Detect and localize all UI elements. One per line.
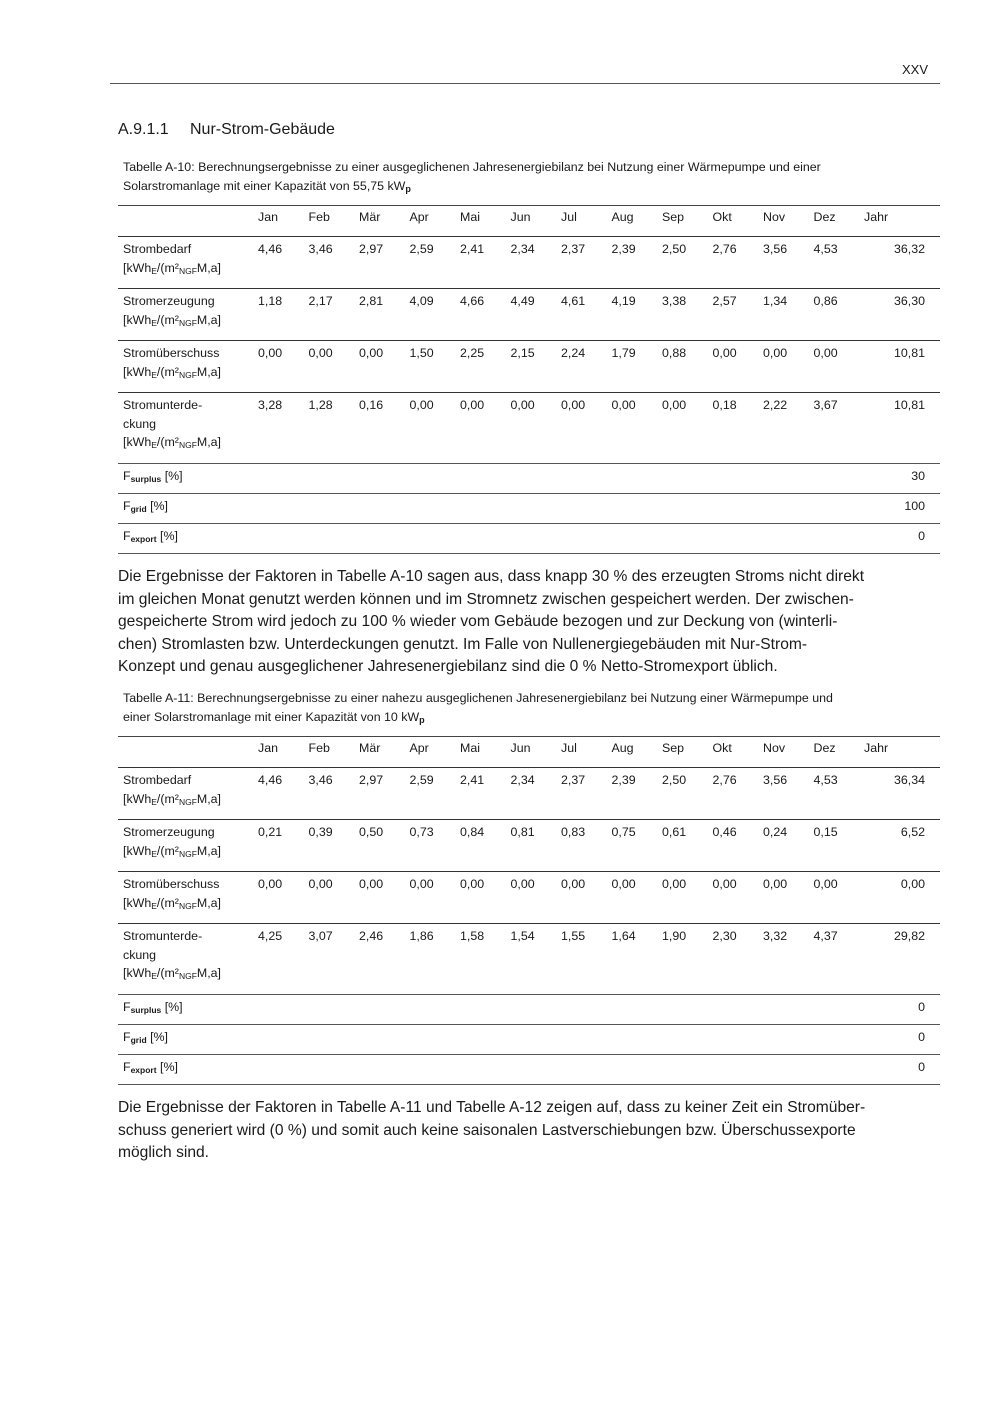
factor-sub: surplus [130, 473, 162, 484]
table-row [118, 237, 940, 289]
month-value: 2,30 [712, 929, 737, 943]
month-value: 0,73 [409, 825, 434, 839]
factor-sub: grid [130, 1034, 147, 1045]
paragraph-line: chen) Stromlasten bzw. Unterdeckungen genutzt. Im Falle von Nullenergiegebäuden mit Nur-Strom- [118, 635, 808, 653]
row-label-text: ckung [123, 416, 157, 431]
caption-line: Tabelle A-11: Berechnungsergebnisse zu einer nahezu ausgeglichenen Jahresenergiebilanz bei Nutzung einer Wärmepumpe und [123, 691, 833, 705]
column-header: Jun [510, 210, 531, 224]
month-value: 0,00 [409, 877, 434, 891]
column-header: Okt [712, 210, 732, 224]
unit-sub: NGF [178, 971, 197, 981]
month-value: 0,00 [510, 398, 535, 412]
month-value: 0,00 [763, 346, 788, 360]
month-value: 1,18 [258, 294, 283, 308]
unit-sub: NGF [178, 369, 197, 380]
month-value: 4,19 [611, 294, 636, 308]
row-label [118, 393, 255, 464]
column-header: Mai [460, 210, 480, 224]
header-rule [110, 83, 940, 84]
paragraph-line: gespeicherte Strom wird jedoch zu 100 % wieder vom Gebäude bezogen und zur Deckung von (winterli- [118, 613, 838, 631]
column-header: Mai [460, 741, 480, 755]
paragraph-line: im gleichen Monat genutzt werden können und im Stromnetz zwischen gespeichert werden. Der zwischen- [118, 590, 854, 608]
month-value: 3,38 [662, 294, 687, 308]
column-header: Feb [308, 741, 330, 755]
month-value: 0,15 [813, 825, 838, 839]
paragraph-line: Die Ergebnisse der Faktoren in Tabelle A-11 und Tabelle A-12 zeigen auf, dass zu keiner Zeit ein Stromüber- [118, 1099, 866, 1116]
unit-sub: E [151, 900, 157, 911]
table-a11 [118, 736, 940, 1085]
month-value: 0,00 [258, 346, 283, 360]
column-header: Jan [258, 741, 278, 755]
month-value: 3,67 [813, 398, 838, 412]
row-label-text: Stromüberschuss [123, 877, 220, 891]
factor-value: 0 [918, 528, 925, 543]
table-caption-a11 [123, 689, 833, 730]
header-empty-cell [118, 737, 255, 768]
month-value: 2,59 [409, 242, 434, 256]
paragraph-line: Die Ergebnisse der Faktoren in Tabelle A-10 sagen aus, dass knapp 30 % des erzeugten Stroms nicht direkt [118, 568, 865, 585]
factor-label: Fsurplus [%] [123, 468, 183, 484]
unit-sub: E [151, 317, 157, 328]
page-number: XXV [901, 62, 928, 77]
month-value: 0,00 [258, 877, 283, 891]
month-value: 3,56 [763, 242, 788, 256]
month-value: 0,00 [561, 877, 586, 891]
row-label-text: Strombedarf [123, 242, 192, 256]
month-value: 2,97 [359, 773, 384, 787]
month-value: 0,00 [409, 398, 434, 412]
month-value: 0,00 [561, 398, 586, 412]
month-value: 0,00 [359, 877, 384, 891]
row-label [118, 820, 255, 872]
column-header: Nov [763, 210, 786, 224]
row-label [118, 341, 255, 393]
factor-sub: surplus [130, 1004, 162, 1015]
unit-sub: NGF [178, 440, 197, 450]
row-unit: [kWhE/(m²NGFM,a] [123, 966, 221, 981]
section-number: A.9.1.1 [118, 121, 169, 138]
factor-value: 0 [918, 1029, 925, 1044]
row-unit: [kWhE/(m²NGFM,a] [123, 260, 221, 276]
month-value: 0,00 [712, 346, 737, 360]
month-value: 0,16 [359, 398, 384, 412]
month-value: 0,24 [763, 825, 788, 839]
month-value: 0,21 [258, 825, 283, 839]
caption-text: Solarstromanlage mit einer Kapazität von 55,75 kW [123, 179, 406, 193]
month-value: 0,00 [611, 398, 636, 412]
month-value: 2,46 [359, 929, 384, 943]
month-value: 2,34 [510, 773, 535, 787]
column-header: Feb [308, 210, 330, 224]
month-value: 0,46 [712, 825, 737, 839]
year-value: 36,32 [893, 242, 925, 256]
month-value: 2,37 [561, 773, 586, 787]
table-row [118, 341, 940, 393]
column-header: Jul [561, 210, 577, 224]
factor-row [118, 1054, 940, 1084]
column-header: Dez [813, 741, 836, 755]
unit-sub: NGF [178, 900, 197, 911]
year-value: 36,34 [893, 773, 925, 787]
month-value: 3,28 [258, 398, 283, 412]
column-header: Nov [763, 741, 786, 755]
year-value: 6,52 [900, 825, 925, 839]
month-value: 0,50 [359, 825, 384, 839]
month-value: 3,46 [308, 773, 333, 787]
table-caption-a10 [123, 158, 821, 199]
caption-line: Tabelle A-10: Berechnungsergebnisse zu einer ausgeglichenen Jahresenergiebilanz bei Nutzung einer Wärmepumpe und einer [123, 160, 821, 174]
month-value: 1,54 [510, 929, 535, 943]
table-row [118, 289, 940, 341]
row-unit: [kWhE/(m²NGFM,a] [123, 435, 221, 450]
month-value: 2,24 [561, 346, 586, 360]
factor-row [118, 463, 940, 493]
row-label-text: ckung [123, 947, 157, 962]
paragraph-line: möglich sind. [118, 1144, 210, 1162]
month-value: 4,49 [510, 294, 535, 308]
column-header: Aug [611, 210, 634, 224]
table-header-row [118, 206, 940, 237]
year-value: 10,81 [893, 398, 925, 412]
table-row [118, 820, 940, 872]
month-value: 0,81 [510, 825, 535, 839]
unit-sub: E [151, 796, 157, 807]
month-value: 2,17 [308, 294, 333, 308]
month-value: 2,37 [561, 242, 586, 256]
month-value: 0,00 [308, 877, 333, 891]
column-header: Jahr [864, 210, 889, 224]
month-value: 0,75 [611, 825, 636, 839]
row-unit: [kWhE/(m²NGFM,a] [123, 895, 221, 911]
factor-sub: export [130, 1064, 157, 1075]
month-value: 2,39 [611, 773, 636, 787]
row-unit: [kWhE/(m²NGFM,a] [123, 791, 221, 807]
month-value: 4,66 [460, 294, 485, 308]
month-value: 2,50 [662, 773, 687, 787]
column-header: Jahr [864, 741, 889, 755]
month-value: 3,56 [763, 773, 788, 787]
month-value: 2,15 [510, 346, 535, 360]
month-value: 4,37 [813, 929, 838, 943]
month-value: 3,07 [308, 929, 333, 943]
column-header: Apr [409, 741, 429, 755]
month-value: 2,22 [763, 398, 788, 412]
month-value: 0,61 [662, 825, 687, 839]
column-header: Sep [662, 741, 685, 755]
row-label-text: Stromunterde- [123, 398, 203, 412]
column-header: Dez [813, 210, 836, 224]
column-header: Jan [258, 210, 278, 224]
month-value: 0,00 [813, 877, 838, 891]
factor-value: 0 [918, 999, 925, 1014]
month-value: 0,00 [611, 877, 636, 891]
factor-row [118, 1024, 940, 1054]
month-value: 0,39 [308, 825, 333, 839]
table-row [118, 768, 940, 820]
month-value: 1,28 [308, 398, 333, 412]
row-label-text: Stromerzeugung [123, 825, 215, 839]
column-header: Jul [561, 741, 577, 755]
month-value: 4,46 [258, 773, 283, 787]
month-value: 1,58 [460, 929, 485, 943]
month-value: 4,09 [409, 294, 434, 308]
month-value: 2,34 [510, 242, 535, 256]
month-value: 1,50 [409, 346, 434, 360]
row-unit: [kWhE/(m²NGFM,a] [123, 312, 221, 328]
month-value: 0,83 [561, 825, 586, 839]
month-value: 3,46 [308, 242, 333, 256]
paragraph-2 [118, 1097, 865, 1165]
caption-line [123, 708, 833, 730]
column-header: Mär [359, 741, 381, 755]
month-value: 1,86 [409, 929, 434, 943]
factor-row [118, 523, 940, 553]
factor-value: 30 [911, 468, 925, 483]
month-value: 4,53 [813, 773, 838, 787]
month-value: 0,00 [359, 346, 384, 360]
month-value: 2,39 [611, 242, 636, 256]
year-value: 10,81 [893, 346, 925, 360]
caption-subscript: p [419, 715, 425, 725]
row-unit: [kWhE/(m²NGFM,a] [123, 364, 221, 380]
factor-label: Fgrid [%] [123, 498, 168, 514]
unit-sub: E [151, 369, 157, 380]
month-value: 1,90 [662, 929, 687, 943]
caption-subscript: p [405, 184, 411, 194]
row-label [118, 768, 255, 820]
factor-sub: export [130, 533, 157, 544]
month-value: 3,32 [763, 929, 788, 943]
caption-text: einer Solarstromanlage mit einer Kapazität von 10 kW [123, 710, 420, 724]
factor-sub: grid [130, 503, 147, 514]
section-title: Nur-Strom-Gebäude [190, 121, 335, 138]
month-value: 1,55 [561, 929, 586, 943]
column-header: Jun [510, 741, 531, 755]
table-row [118, 393, 940, 464]
column-header: Aug [611, 741, 634, 755]
row-label-text: Stromunterde- [123, 929, 203, 943]
factor-label: Fexport [%] [123, 1059, 178, 1075]
row-label [118, 872, 255, 924]
month-value: 0,00 [662, 398, 687, 412]
factor-value: 0 [918, 1059, 925, 1074]
month-value: 0,84 [460, 825, 485, 839]
month-value: 2,50 [662, 242, 687, 256]
unit-sub: E [151, 848, 157, 859]
month-value: 0,00 [712, 877, 737, 891]
paragraph-line: Konzept und genau ausgeglichener Jahresenergiebilanz sind die 0 % Netto-Stromexport üblich. [118, 658, 778, 676]
paragraph-line: schuss generiert wird (0 %) und somit auch keine saisonalen Lastverschiebungen bzw. Überschussexporte [118, 1121, 856, 1139]
unit-sub: NGF [178, 317, 197, 328]
header-empty-cell [118, 206, 255, 237]
table-row [118, 872, 940, 924]
month-value: 0,00 [460, 398, 485, 412]
unit-sub: NGF [178, 796, 197, 807]
row-label-text: Strombedarf [123, 773, 192, 787]
month-value: 2,81 [359, 294, 384, 308]
year-value: 29,82 [893, 929, 925, 943]
unit-sub: E [151, 440, 157, 450]
month-value: 1,79 [611, 346, 636, 360]
month-value: 0,00 [813, 346, 838, 360]
factor-value: 100 [904, 498, 925, 513]
month-value: 0,00 [662, 877, 687, 891]
month-value: 2,57 [712, 294, 737, 308]
row-label-text: Stromerzeugung [123, 294, 215, 308]
month-value: 0,88 [662, 346, 687, 360]
caption-line [123, 177, 821, 199]
column-header: Sep [662, 210, 685, 224]
row-label [118, 924, 255, 995]
factor-label: Fexport [%] [123, 528, 178, 544]
month-value: 2,41 [460, 242, 485, 256]
factor-row [118, 493, 940, 523]
month-value: 2,59 [409, 773, 434, 787]
column-header: Apr [409, 210, 429, 224]
column-header: Mär [359, 210, 381, 224]
month-value: 0,00 [308, 346, 333, 360]
factor-label: Fgrid [%] [123, 1029, 168, 1045]
paragraph-1 [118, 566, 864, 679]
unit-sub: NGF [178, 265, 197, 276]
month-value: 2,76 [712, 773, 737, 787]
month-value: 0,00 [763, 877, 788, 891]
month-value: 4,25 [258, 929, 283, 943]
month-value: 1,34 [763, 294, 788, 308]
month-value: 2,97 [359, 242, 384, 256]
month-value: 4,53 [813, 242, 838, 256]
factor-label: Fsurplus [%] [123, 999, 183, 1015]
unit-sub: E [151, 971, 157, 981]
row-label [118, 237, 255, 289]
unit-sub: E [151, 265, 157, 276]
month-value: 2,25 [460, 346, 485, 360]
month-value: 0,86 [813, 294, 838, 308]
year-value: 0,00 [900, 877, 925, 891]
year-value: 36,30 [893, 294, 925, 308]
month-value: 2,41 [460, 773, 485, 787]
month-value: 0,18 [712, 398, 737, 412]
month-value: 4,46 [258, 242, 283, 256]
month-value: 4,61 [561, 294, 586, 308]
row-unit: [kWhE/(m²NGFM,a] [123, 843, 221, 859]
month-value: 1,64 [611, 929, 636, 943]
month-value: 0,00 [460, 877, 485, 891]
table-a10 [118, 205, 940, 554]
unit-sub: NGF [178, 848, 197, 859]
table-header-row [118, 737, 940, 768]
factor-row [118, 994, 940, 1024]
table-row [118, 924, 940, 995]
row-label [118, 289, 255, 341]
column-header: Okt [712, 741, 732, 755]
month-value: 2,76 [712, 242, 737, 256]
section-heading [118, 121, 335, 139]
month-value: 0,00 [510, 877, 535, 891]
row-label-text: Stromüberschuss [123, 346, 220, 360]
